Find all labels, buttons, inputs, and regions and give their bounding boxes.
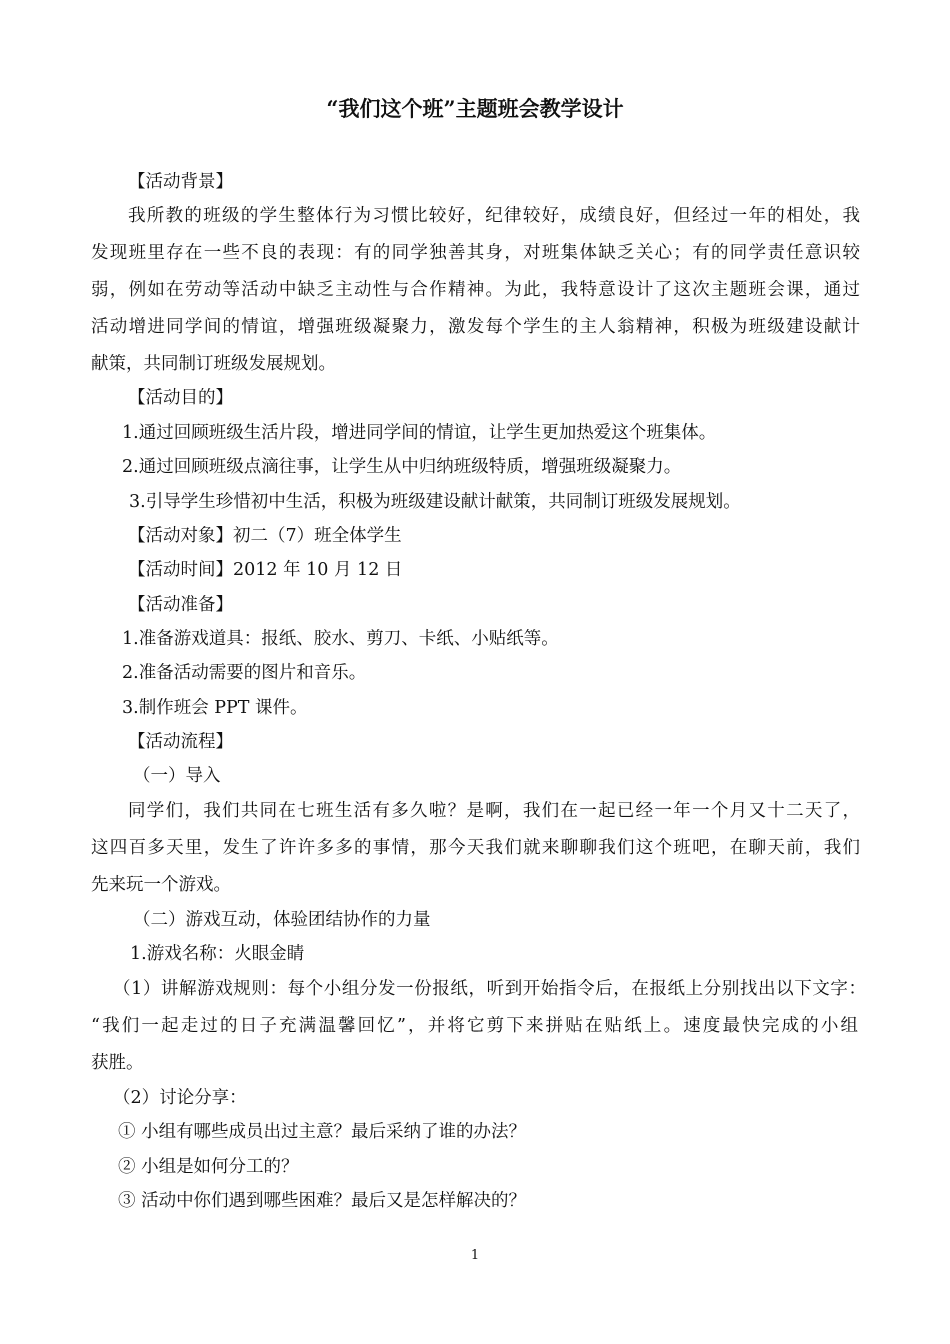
paragraph-line: 同学们，我们共同在七班生活有多久啦？是啊，我们在一起已经一年一个月又十二天了， [128, 801, 860, 821]
list-item: 1.通过回顾班级生活片段，增进同学间的情谊，让学生更加热爱这个班集体。 [122, 423, 717, 443]
section-heading: （一）导入 [133, 766, 221, 786]
heading-activity-purpose: 【活动目的】 [128, 388, 233, 408]
page-number: 1 [470, 1248, 480, 1263]
paragraph-line: 弱，例如在劳动等活动中缺乏主动性与合作精神。为此，我特意设计了这次主题班会课，通过 [91, 280, 860, 300]
heading-activity-preparation: 【活动准备】 [128, 595, 233, 615]
heading-activity-target: 【活动对象】初二（7）班全体学生 [128, 526, 402, 546]
section-heading: （二）游戏互动，体验团结协作的力量 [133, 910, 431, 930]
list-item: ② 小组是如何分工的？ [118, 1157, 299, 1177]
document-title: “我们这个班”主题班会教学设计 [326, 96, 624, 121]
paragraph-line: 我所教的班级的学生整体行为习惯比较好，纪律较好，成绩良好，但经过一年的相处，我 [128, 206, 860, 226]
list-item: 3.引导学生珍惜初中生活，积极为班级建设献计献策，共同制订班级发展规划。 [129, 492, 741, 512]
paragraph-line: 发现班里存在一些不良的表现：有的同学独善其身，对班集体缺乏关心；有的同学责任意识较 [91, 243, 860, 263]
paragraph-line: 活动增进同学间的情谊，增强班级凝聚力，激发每个学生的主人翁精神，积极为班级建设献计 [91, 317, 860, 337]
list-item: 3.制作班会 PPT 课件。 [122, 698, 308, 718]
paragraph-line: 这四百多天里，发生了许许多多的事情，那今天我们就来聊聊我们这个班吧，在聊天前，我们 [91, 838, 860, 858]
list-item: 1.游戏名称：火眼金睛 [130, 944, 305, 964]
list-item: 1.准备游戏道具：报纸、胶水、剪刀、卡纸、小贴纸等。 [122, 629, 559, 649]
paragraph-line: 献策，共同制订班级发展规划。 [91, 354, 336, 374]
paragraph-line: 先来玩一个游戏。 [91, 875, 231, 895]
list-item: ① 小组有哪些成员出过主意？最后采纳了谁的办法？ [118, 1122, 527, 1142]
heading-activity-process: 【活动流程】 [128, 732, 233, 752]
list-item: 2.通过回顾班级点滴往事，让学生从中归纳班级特质，增强班级凝聚力。 [122, 457, 682, 477]
paragraph-line: 获胜。 [91, 1053, 144, 1073]
heading-activity-time: 【活动时间】2012 年 10 月 12 日 [128, 560, 403, 580]
list-item: （2）讨论分享： [113, 1088, 247, 1108]
paragraph-line: “我们一起走过的日子充满温馨回忆”，并将它剪下来拼贴在贴纸上。速度最快完成的小组 [91, 1016, 858, 1036]
paragraph-line: （1）讲解游戏规则：每个小组分发一份报纸，听到开始指令后，在报纸上分别找出以下文字： [113, 979, 866, 999]
heading-activity-background: 【活动背景】 [128, 172, 233, 192]
list-item: ③ 活动中你们遇到哪些困难？最后又是怎样解决的？ [118, 1191, 527, 1211]
list-item: 2.准备活动需要的图片和音乐。 [122, 663, 367, 683]
